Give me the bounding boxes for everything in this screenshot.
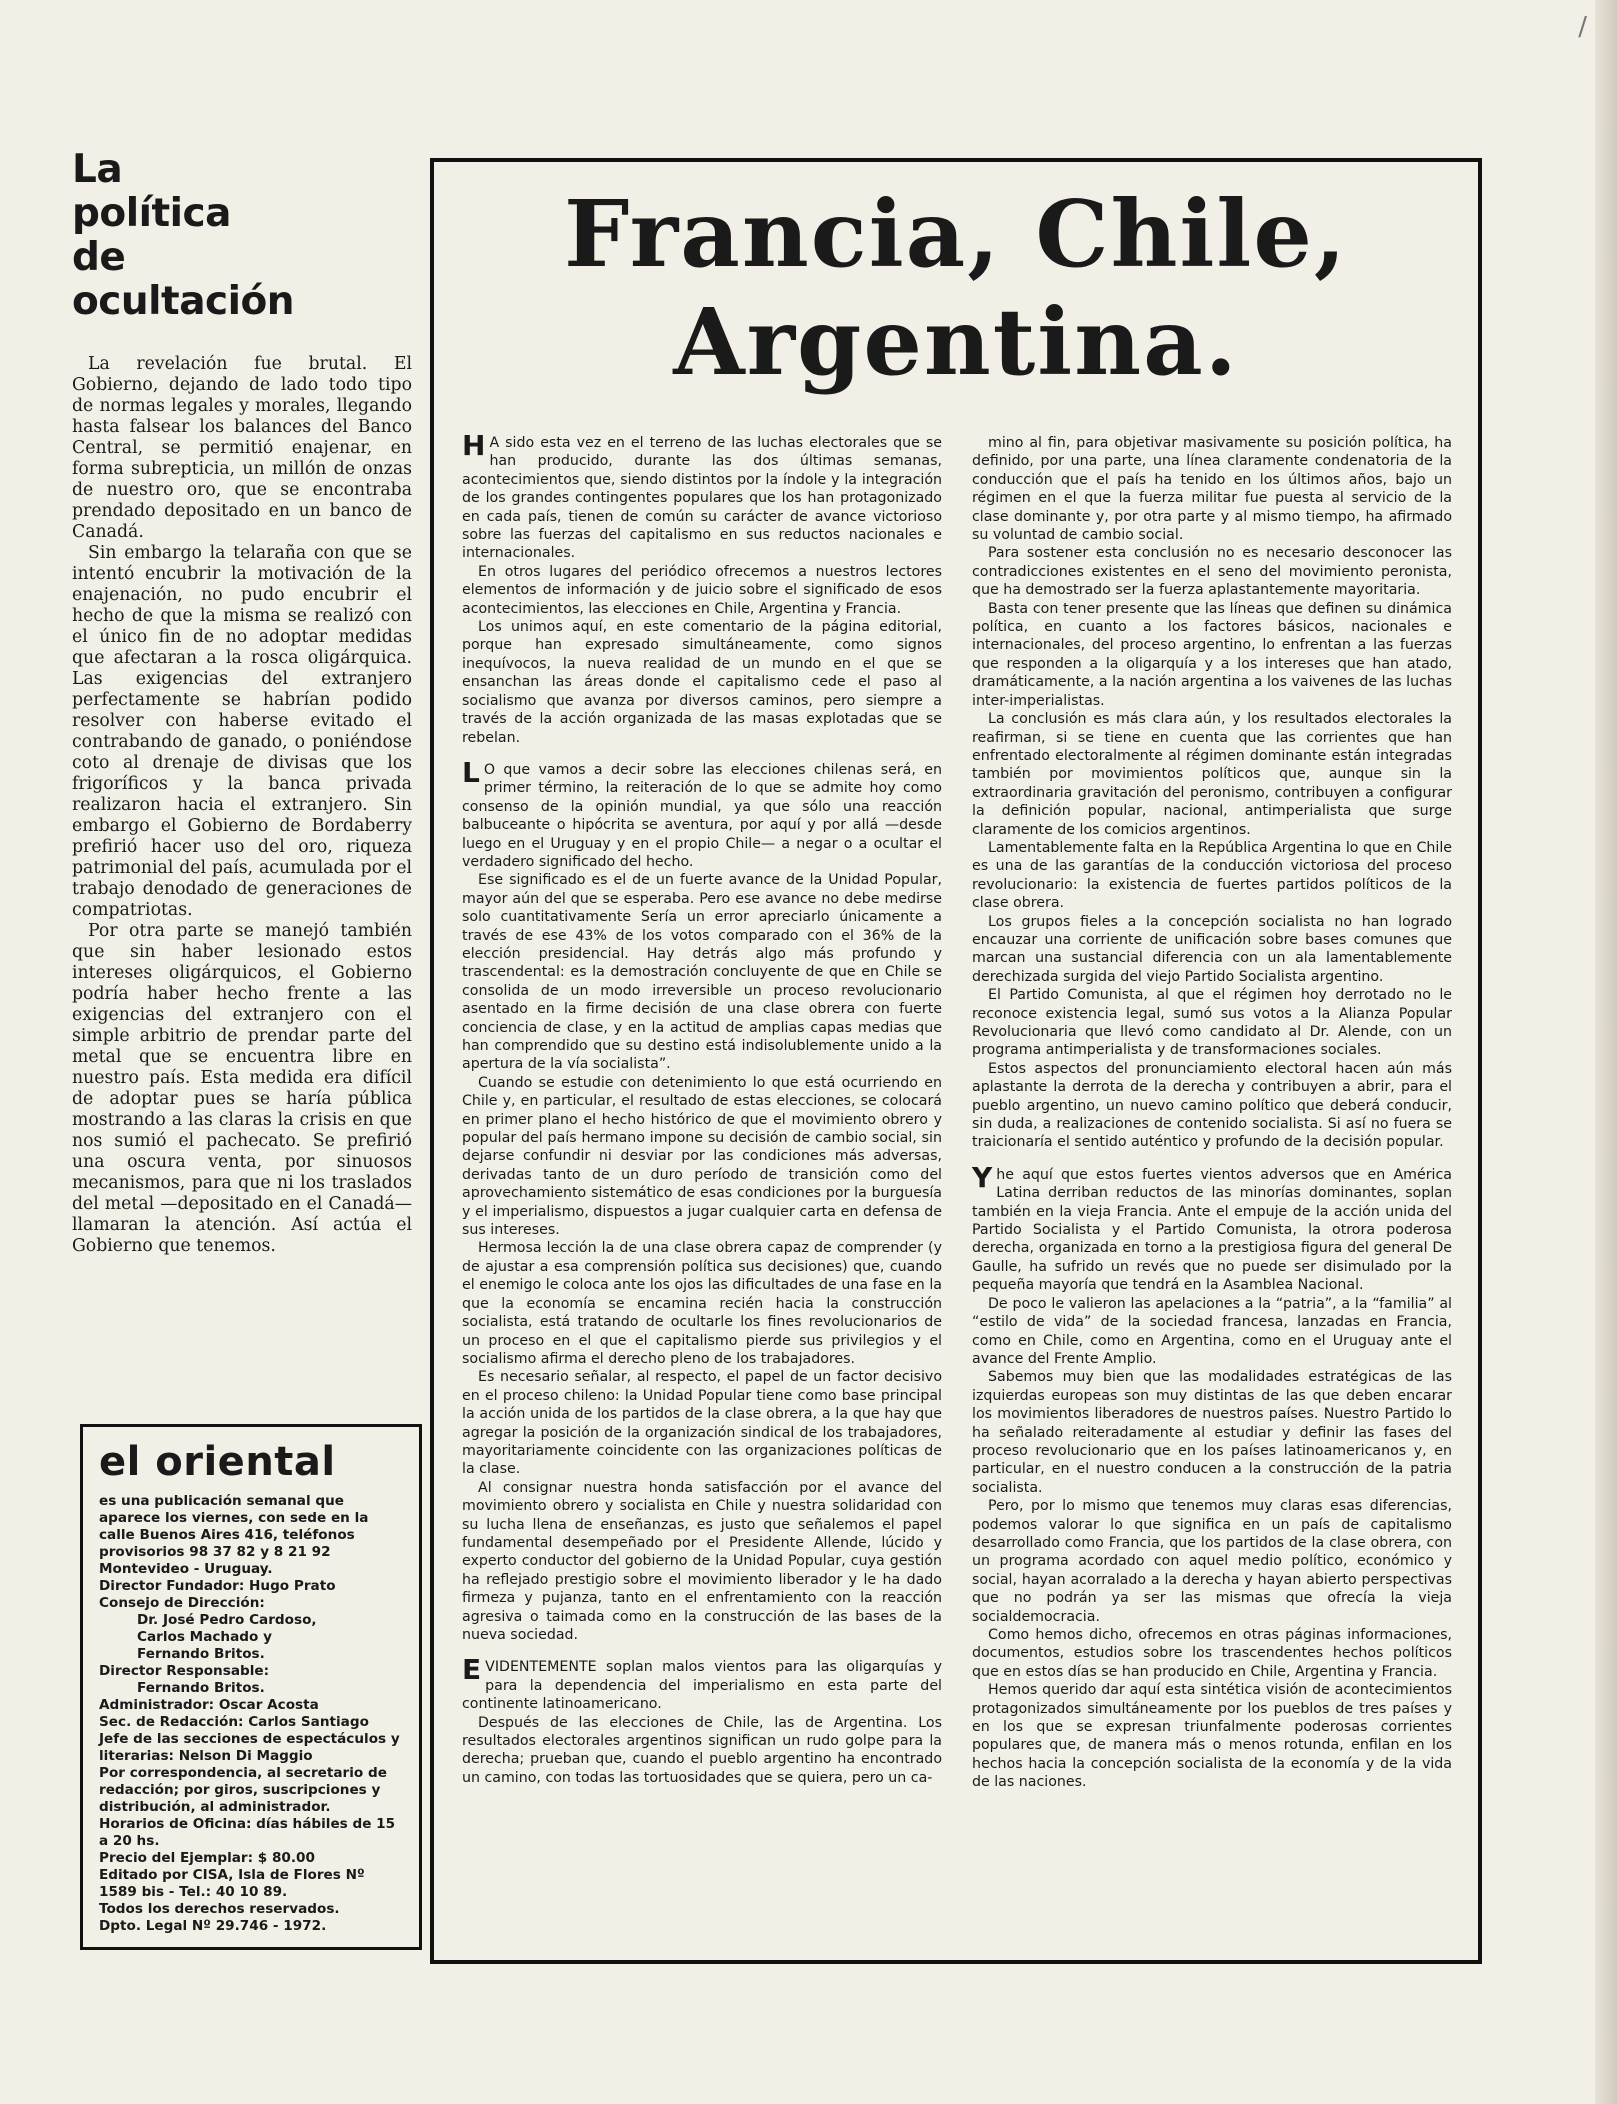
left-article <box>72 148 412 1257</box>
article-paragraph <box>462 429 942 563</box>
masthead-line: Director Fundador: Hugo Prato <box>99 1578 336 1594</box>
masthead-name: el oriental <box>99 1439 336 1485</box>
masthead-line: Carlos Machado y <box>137 1629 272 1645</box>
masthead-line: Director Responsable: <box>99 1663 270 1679</box>
masthead-line: Horarios de Oficina: días hábiles de 15 a 20 hs. <box>99 1816 396 1849</box>
left-article-body <box>72 354 412 1257</box>
drop-cap: H <box>462 429 486 462</box>
left-paragraph: Sin embargo la telaraña con que se intentó encubrir la motivación de la enajenación, no pudo encubrir el hecho de que la misma se realizó con el único fin de no adoptar medidas que afectaran a la rosca oligárquica. Las exigencias del extranjero perfectamente se habrían podido resolver con haberse evitado el contrabando de ganado, o poniéndose coto al drenaje de divisas que los frigoríficos y la banca privada realizaron hacia el extranjero. Sin embargo el Gobierno de Bordaberry prefirió hacer uso del oro, riqueza patrimonial del país, acumulada por el trabajo denodado de generaciones de compatriotas. <box>72 543 412 920</box>
article-paragraph: En otros lugares del periódico ofrecemos a nuestros lectores elementos de información y de juicio sobre el significado de esos acontecimientos, las elecciones en Chile, Argentina y Francia. <box>462 563 942 617</box>
article-paragraph: Como hemos dicho, ofrecemos en otras páginas informaciones, documentos, estudios sobre los trascendentes hechos políticos que en estos días se han producido en Chile, Argentina y Francia. <box>972 1627 1452 1680</box>
article-paragraph: Pero, por lo mismo que tenemos muy claras esas diferencias, podemos valorar lo que significa en un país de capitalismo desarrollado como Francia, que los partidos de la clase obrera, con un programa acordado con aquel medio político, económico y social, hayan acorralado a la derecha y hayan abierto perspectivas que no podrán ya ser las mismas que ofrecía la vieja socialdemocracia. <box>972 1498 1452 1625</box>
left-article-title <box>72 148 412 324</box>
article-paragraph <box>462 755 942 871</box>
main-article-box <box>430 158 1482 1964</box>
paragraph-text: O que vamos a decir sobre las elecciones chilenas será, en primer término, la reiteración de lo que se admite hoy como consenso de la opinión mundial, ya que sólo una reacción balbuceante o hipócrita se aventura, por aquí y por allá —desde luego en el Uruguay y en el propio Chile— a negar o a ocultar el verdadero significado del hecho. <box>462 761 942 870</box>
left-paragraph: Por otra parte se manejó también que sin haber lesionado estos intereses oligárquicos, el Gobierno podría haber hecho frente a las exigencias del extranjero con el simple arbitrio de prendar parte del metal que se encuentra libre en nuestro país. Esta medida era difícil de adoptar pues se haría pública mostrando a las claras la crisis en que nos sumió el pachecato. Se prefirió una oscura venta, por sinuosos mecanismos, para que ni los traslados del metal —depositado en el Canadá— llamaran la atención. Así actúa el Gobierno que tenemos. <box>72 921 412 1256</box>
article-paragraph: Los grupos fieles a la concepción socialista no han logrado encauzar una corriente de unificación sobre bases comunes que marcan una sustancial diferencia con un ala lamentablemente derechizada surgida del viejo Partido Socialista argentino. <box>972 913 1452 985</box>
article-paragraph: Es necesario señalar, al respecto, el papel de un factor decisivo en el proceso chileno: la Unidad Popular tiene como base principal la acción unida de los partidos de la clase obrera, a la que hay que agregar la posición de la organización sindical de los trabajadores, mayoritariamente coincidente con las organizaciones políticas de la clase. <box>462 1369 942 1478</box>
masthead-line: Editado por CISA, Isla de Flores Nº 1589 bis - Tel.: 40 10 89. <box>99 1867 365 1900</box>
masthead-line: es una publicación semanal que aparece los viernes, con sede en la calle Buenos Aires 416, teléfonos provisorios 98 37 82 y 8 21 92 Montevideo - Uruguay. <box>99 1493 369 1577</box>
left-title-line: ocultación <box>72 279 295 324</box>
article-paragraph: La conclusión es más clara aún, y los resultados electorales la reafirman, si se tiene en cuenta que las corrientes que han enfrentado electoralmente al régimen dominante están integradas también por movimientos políticos que, aunque sin la extraordinaria gravitación del peronismo, contribuyen a configurar la definición popular, nacional, antimperialista que surge claramente de los comicios argentinos. <box>972 711 1452 838</box>
article-paragraph: Para sostener esta conclusión no es necesario desconocer las contradicciones existentes en el seno del movimiento peronista, que ha demostrado ser la fuerza aplastantemente mayoritaria. <box>972 545 1452 599</box>
article-paragraph: Cuando se estudie con detenimiento lo que está ocurriendo en Chile y, en particular, el resultado de estas elecciones, se colocará en primer plano el hecho histórico de que el movimiento obrero y popular del país hermano impone su decisión de cambio social, sin dejarse confundir ni desviar por las condiciones más adversas, derivadas tanto de un duro período de transición como del aprovechamiento sistemático de esas condiciones por la burguesía y el imperialismo, dispuestos a jugar cualquier carta en defensa de sus intereses. <box>462 1074 942 1239</box>
article-paragraph: Los unimos aquí, en este comentario de la página editorial, porque han expresado simultáneamente, como signos inequívocos, la nueva realidad de un mundo en el que se ensanchan las áreas donde el capitalismo cede el paso al socialismo que avanza por diversos caminos, pero siempre a través de la acción organizada de las masas explotadas que se rebelan. <box>462 619 942 746</box>
corner-mark: / <box>1578 12 1587 42</box>
masthead-line: Dpto. Legal Nº 29.746 - 1972. <box>99 1918 327 1934</box>
masthead-line: Administrador: Oscar Acosta <box>99 1697 319 1713</box>
article-paragraph: De poco le valieron las apelaciones a la “patria”, a la “familia” al “estilo de vida” de la sociedad francesa, lanzadas en Francia, como en Chile, como en Argentina, como en el Uruguay ante el avance del Frente Amplio. <box>972 1295 1452 1367</box>
masthead-line: Fernando Britos. <box>137 1646 265 1662</box>
page-edge <box>1595 0 1617 2104</box>
article-paragraph: El Partido Comunista, al que el régimen hoy derrotado no le reconoce existencia legal, sumó sus votos a la Alianza Popular Revolucionaria que llevó como candidato al Dr. Alende, con un programa antimperialista y de transformaciones sociales. <box>972 987 1452 1059</box>
drop-cap: L <box>462 755 480 789</box>
masthead-box <box>80 1424 422 1950</box>
article-paragraph: Estos aspectos del pronunciamiento electoral hacen aún más aplastante la derrota de la derecha y contribuyen a abrir, para el pueblo argentino, un nuevo camino político que deberá conducir, sin duda, a realizaciones de contenido socialista. Si así no fuera se traicionaría el sentido auténtico y profundo de la decisión popular. <box>972 1060 1452 1151</box>
drop-cap: Y <box>972 1160 993 1194</box>
masthead-line: Dr. José Pedro Cardoso, <box>137 1612 317 1628</box>
article-paragraph: Hermosa lección la de una clase obrera capaz de comprender (y de ajustar a esa comprensión política sus decisiones) que, cuando el enemigo le coloca ante los ojos las dificultades de una fase en la que la economía se encamina recién hacia la construcción socialista, está tratando de ocultarle los fines revolucionarios de un proceso en el que el capitalismo pierde sus privilegios y el socialismo afirma el derecho pleno de los trabajadores. <box>462 1240 942 1367</box>
article-column-right <box>972 434 1452 1934</box>
article-paragraph: Ese significado es el de un fuerte avance de la Unidad Popular, mayor aún del que se esperaba. Pero ese avance no debe medirse solo cuantitativamente Sería un error apreciarlo únicamente a través de ese 43% de los votos comparado con el 36% de la elección presidencial. Hay detrás algo más profundo y trascendental: es la demostración concluyente de que en Chile se consolida de un modo irreversible un proceso revolucionario asentado en la firme decisión de una clase obrera con fuerte conciencia de clase, y en la actitud de amplias capas medias que han comprendido que su destino está indisolublemente unido a la apertura de la vía socialista”. <box>462 872 942 1073</box>
article-columns <box>462 429 1452 1934</box>
paragraph-text: A sido esta vez en el terreno de las luchas electorales que se han producido, durante las dos últimas semanas, acontecimientos que, siendo distintos por la índole y la integración de los grandes contingentes populares que los han protagonizado en cada país, tienen de común su carácter de avance victorioso sobre las fuerzas del capitalismo en sus reductos nacionales e internacionales. <box>462 435 942 562</box>
article-paragraph: Al consignar nuestra honda satisfacción por el avance del movimiento obrero y socialista en Chile y nuestra solidaridad con su lucha llena de enseñanzas, es justo que señalemos el papel fundamental desempeñado por el Presidente Allende, lúcido y experto conductor del gobierno de la Unidad Popular, cuya gestión ha reflejado prestigio sobre el movimiento liberador y le ha dado firmeza y pujanza, tanto en el enfrentamiento con la reacción agresiva o taimada como en la construcción de las bases de la nueva sociedad. <box>462 1479 942 1643</box>
main-title-line: Argentina. <box>673 288 1239 396</box>
paragraph-text: he aquí que estos fuertes vientos adversos que en América Latina derriban reductos de las minorías dominantes, soplan también en la vieja Francia. Ante el empuje de la acción unida del Partido Socialista y el Partido Comunista, la otrora poderosa derecha, organizada en torno a la prestigiosa figura del general De Gaulle, ha sufrido un revés que no puede ser disimulado por la pequeña mayoría que tendrá en la Asamblea Nacional. <box>972 1166 1452 1294</box>
left-title-line: La <box>72 147 123 192</box>
masthead-line: Por correspondencia, al secretario de redacción; por giros, suscripciones y distribución, al administrador. <box>99 1765 387 1815</box>
masthead-line: Jefe de las secciones de espectáculos y literarias: Nelson Di Maggio <box>99 1731 400 1764</box>
article-paragraph: mino al fin, para objetivar masivamente su posición política, ha definido, por una parte, una línea claramente condenatoria de la conducción que el país ha tenido en los últimos años, bajo un régimen en el que la fuerza militar fue puesta al servicio de la clase dominante y, por otra parte y al mismo tiempo, ha afirmado su voluntad de cambio social. <box>972 435 1452 544</box>
drop-cap: E <box>462 1653 482 1687</box>
main-article-title <box>434 162 1478 396</box>
left-title-line: de <box>72 235 126 280</box>
article-paragraph: Hemos querido dar aquí esta sintética visión de acontecimientos protagonizados simultáneamente por los pueblos de tres países y en los que se expresan triunfalmente poderosas corrientes populares que, de manera más o menos rotunda, enfilan en los hechos hacia la concepción socialista de la economía y de la vida de las naciones. <box>972 1682 1452 1791</box>
article-paragraph: Lamentablemente falta en la República Argentina lo que en Chile es una de las garantías de la conducción victoriosa del proceso revolucionario: la existencia de fuertes partidos políticos de la clase obrera. <box>972 839 1452 912</box>
paragraph-text: VIDENTEMENTE soplan malos vientos para las oligarquías y para la dependencia del imperialismo en esta parte del continente latinoamericano. <box>462 1659 942 1713</box>
left-title-line: política <box>72 191 231 236</box>
article-paragraph: Después de las elecciones de Chile, las de Argentina. Los resultados electorales argentinos significan un rudo golpe para la derecha; prueban que, cuando el pueblo argentino ha encontrado un camino, con todas las tortuosidades que se quiera, pero un ca- <box>462 1714 942 1786</box>
left-paragraph: La revelación fue brutal. El Gobierno, dejando de lado todo tipo de normas legales y morales, llegando hasta falsear los balances del Banco Central, se permitió enajenar, en forma subrepticia, un millón de onzas de nuestro oro, que se encontraba prendado depositado en un banco de Canadá. <box>72 354 412 542</box>
masthead-line: Fernando Britos. <box>137 1680 265 1696</box>
masthead-info <box>99 1493 407 1935</box>
masthead-line: Consejo de Dirección: <box>99 1595 265 1611</box>
article-paragraph <box>462 1653 942 1713</box>
article-paragraph <box>972 1160 1452 1295</box>
masthead-line: Todos los derechos reservados. <box>99 1901 340 1917</box>
article-paragraph: Sabemos muy bien que las modalidades estratégicas de las izquierdas europeas son muy distintas de las que deben encarar los movimientos liberadores de nuestros países. Nuestro Partido lo ha señalado reiteradamente al estudiar y definir las fases del proceso revolucionario que en los países latinoamericanos y, en particular, en el nuestro conducen a la construcción de la patria socialista. <box>972 1369 1452 1496</box>
main-title-line: Francia, Chile, <box>564 180 1348 288</box>
masthead-line: Sec. de Redacción: Carlos Santiago <box>99 1714 369 1730</box>
masthead-line: Precio del Ejemplar: $ 80.00 <box>99 1850 315 1866</box>
article-column-left <box>462 429 942 1934</box>
article-paragraph: Basta con tener presente que las líneas que definen su dinámica política, en cuanto a los factores básicos, nacionales e internacionales, del proceso argentino, lo enfrentan a las fuerzas que responden a la oligarquía y a los intereses que han atado, dramáticamente, a la nación argentina a los vaivenes de las luchas inter-imperialistas. <box>972 600 1452 709</box>
